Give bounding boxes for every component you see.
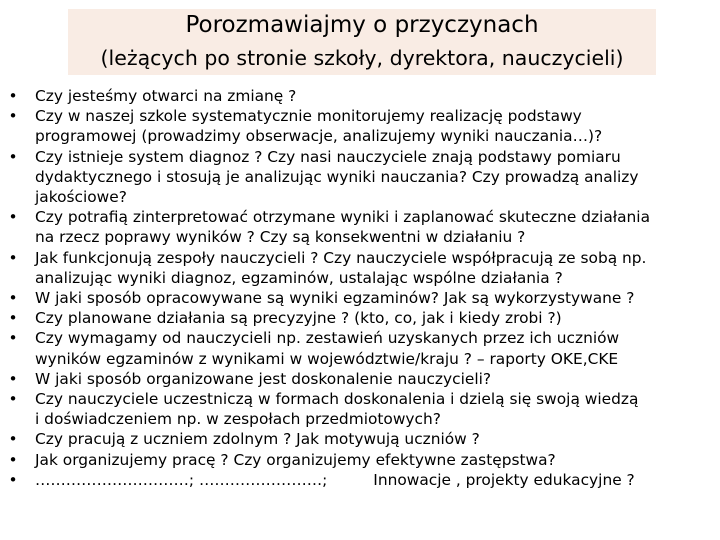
bullet-text: Czy w naszej szkole systematycznie monitorujemy realizację podstawy programowej (prowadzimy obserwacje, analizujemy wyniki nauczania…)?: [35, 107, 603, 146]
bullet-text: Jak organizujemy pracę ? Czy organizujemy efektywne zastępstwa?: [35, 450, 556, 469]
bullet-item: [0, 450, 720, 470]
bullet-text: Czy wymagamy od nauczycieli np. zestawień uzyskanych przez ich uczniów wyników egzaminów z wynikami w województwie/kraju ? – raporty OKE,CKE: [35, 329, 620, 368]
bullet-icon: •: [8, 147, 18, 166]
bullet-text: Innowacje , projekty edukacyjne ?: [373, 470, 635, 489]
bullet-item: [0, 328, 720, 368]
bullet-icon: •: [8, 248, 18, 267]
bullet-icon: •: [8, 208, 18, 227]
bullet-icon: •: [8, 309, 18, 328]
slide-title: Porozmawiajmy o przyczynach: [185, 12, 539, 38]
bullet-item: [0, 147, 720, 208]
bullet-icon: •: [8, 289, 18, 308]
title-box: [68, 9, 656, 75]
bullet-text: Czy planowane działania są precyzyjne ? (kto, co, jak i kiedy zrobi ?): [35, 309, 562, 328]
bullet-item: [0, 389, 720, 429]
bullet-item: [0, 288, 720, 308]
bullet-text: Jak funkcjonują zespoły nauczycieli ? Czy nauczyciele współpracują ze sobą np. analizując wyniki diagnoz, egzaminów, ustalając wspólne działania ?: [35, 248, 647, 287]
bullet-item: [0, 86, 720, 106]
bullet-icon: •: [8, 470, 18, 489]
bullet-text: Czy istnieje system diagnoz ? Czy nasi nauczyciele znają podstawy pomiaru dydaktycznego i stosują je analizując wyniki nauczania? Czy prowadzą analizy jakościowe?: [35, 147, 639, 207]
bullet-item: [0, 207, 720, 247]
bullet-icon: •: [8, 390, 18, 409]
bullet-item: [0, 429, 720, 449]
bullet-item: [0, 106, 720, 146]
slide-subtitle: (leżących po stronie szkoły, dyrektora, nauczycieli): [100, 46, 624, 70]
bullet-text: W jaki sposób organizowane jest doskonalenie nauczycieli?: [35, 369, 492, 388]
bullet-icon: •: [8, 87, 18, 105]
bullet-icon: •: [8, 107, 18, 126]
bullet-text: W jaki sposób opracowywane są wyniki egzaminów? Jak są wykorzystywane ?: [35, 289, 635, 308]
bullet-list: [0, 86, 720, 490]
bullet-item: [0, 308, 720, 328]
bullet-icon: •: [8, 450, 18, 469]
bullet-icon: •: [8, 369, 18, 388]
bullet-text: Czy jesteśmy otwarci na zmianę ?: [35, 87, 297, 105]
bullet-item: [0, 369, 720, 389]
bullet-item-last: [0, 470, 720, 490]
bullet-item: [0, 248, 720, 288]
bullet-text: Czy pracują z uczniem zdolnym ? Jak motywują uczniów ?: [35, 430, 480, 449]
bullet-icon: •: [8, 430, 18, 449]
bullet-text: Czy potrafią zinterpretować otrzymane wyniki i zaplanować skuteczne działania na rzecz poprawy wyników ? Czy są konsekwentni w działaniu ?: [35, 208, 651, 247]
bullet-icon: •: [8, 329, 18, 348]
dotted-placeholder: …………………………; ……………………;: [35, 470, 328, 489]
bullet-text: Czy nauczyciele uczestniczą w formach doskonalenia i dzielą się swoją wiedzą i doświadczeniem np. w zespołach przedmiotowych?: [35, 390, 639, 429]
